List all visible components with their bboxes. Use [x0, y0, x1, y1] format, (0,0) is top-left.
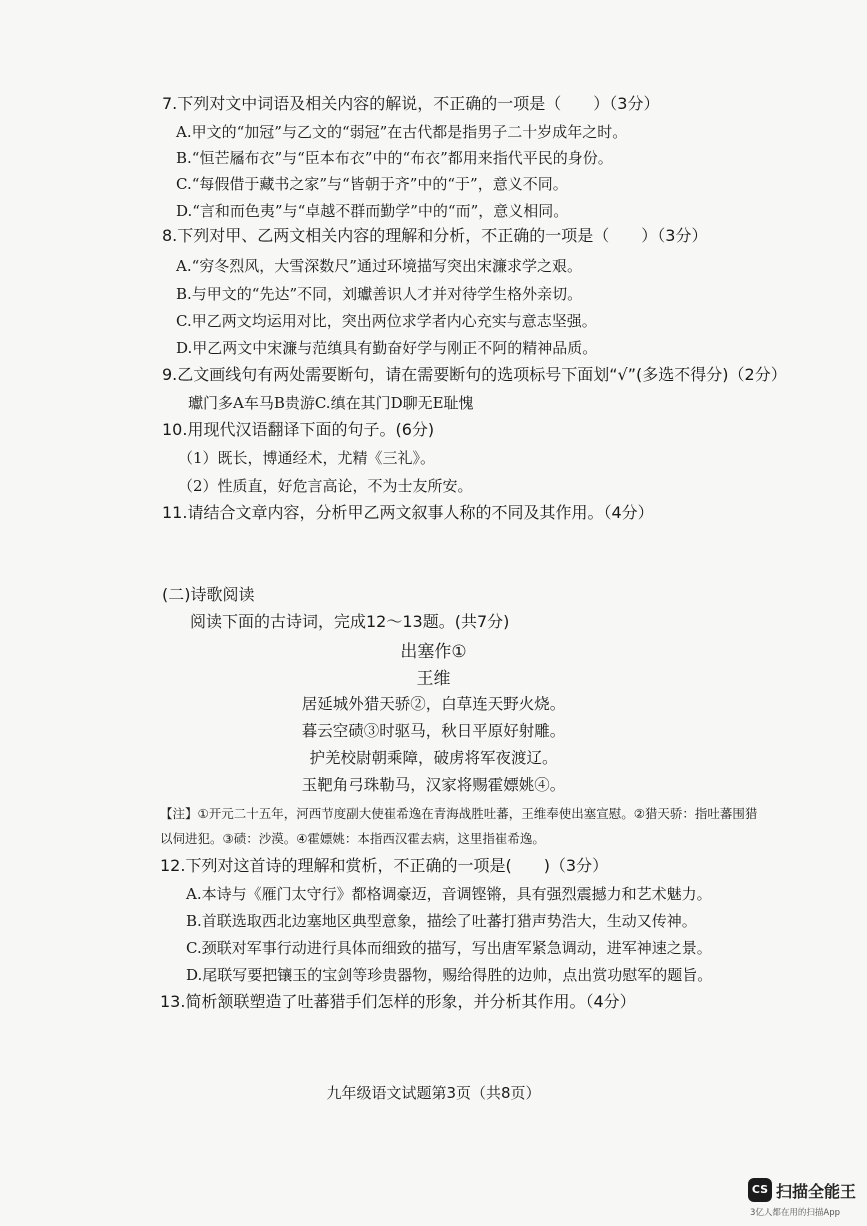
- section-heading: (二)诗歌阅读: [162, 585, 255, 604]
- scanner-app-name: 扫描全能王: [776, 1182, 857, 1201]
- q8-option-a: A.“穷冬烈风，大雪深数尺”通过环境描写突出宋濂求学之艰。: [176, 257, 582, 275]
- poem-note-line-2: 以伺进犯。③碛：沙漠。④霍嫖姚：本指西汉霍去病，这里指崔希逸。: [160, 831, 545, 846]
- page-footer: 九年级语文试题第3页（共8页）: [326, 1084, 541, 1102]
- q7-option-a: A.甲文的“加冠”与乙文的“弱冠”在古代都是指男子二十岁成年之时。: [176, 123, 628, 141]
- section-instruction: 阅读下面的古诗词，完成12～13题。(共7分): [190, 612, 510, 631]
- q8-stem: 8.下列对甲、乙两文相关内容的理解和分析，不正确的一项是（ ）（3分）: [162, 226, 708, 245]
- scanner-watermark: [748, 1178, 860, 1218]
- q12-option-b: B.首联选取西北边塞地区典型意象，描绘了吐蕃打猎声势浩大，生动又传神。: [186, 912, 697, 930]
- q12-stem: 12.下列对这首诗的理解和赏析，不正确的一项是( )（3分）: [160, 856, 609, 875]
- q10-sentence-1: （1）既长，博通经术，尤精《三礼》。: [178, 449, 436, 467]
- q10-sentence-2: （2）性质直，好危言高论，不为士友所安。: [178, 477, 473, 495]
- poem-line: 暮云空碛③时驱马，秋日平原好射雕。: [301, 722, 566, 740]
- poem-author: 王维: [416, 669, 451, 689]
- q8-option-d: D.甲乙两文中宋濂与范缜具有勤奋好学与刚正不阿的精神品质。: [176, 339, 598, 357]
- poem-note-line-1: 【注】①开元二十五年，河西节度副大使崔希逸在青海战胜吐蕃，王维奉使出塞宣慰。②猎天骄：指吐蕃围猎: [160, 806, 758, 821]
- q12-option-c: C.颈联对军事行动进行具体而细致的描写，写出唐军紧急调动，进军神速之景。: [186, 939, 712, 957]
- q8-option-b: B.与甲文的“先达”不同，刘瓛善识人才并对待学生格外亲切。: [176, 285, 583, 303]
- q10-stem: 10.用现代汉语翻译下面的句子。(6分): [162, 420, 435, 439]
- q9-sentence: 瓛门多A车马B贵游C.缜在其门D聊无E耻愧: [188, 394, 474, 412]
- poem-line: 居延城外猎天骄②，白草连天野火烧。: [301, 695, 566, 713]
- q12-option-a: A.本诗与《雁门太守行》都格调豪迈，音调铿锵，具有强烈震撼力和艺术魅力。: [186, 885, 712, 903]
- q7-option-c: C.“每假借于藏书之家”与“皆朝于齐”中的“于”，意义不同。: [176, 175, 568, 193]
- q9-stem: 9.乙文画线句有两处需要断句，请在需要断句的选项标号下面划“√”(多选不得分)（2分）: [162, 365, 787, 384]
- poem-line: 玉靶角弓珠勒马，汉家将赐霍嫖姚④。: [301, 776, 566, 794]
- q13-stem: 13.简析颔联塑造了吐蕃猎手们怎样的形象，并分析其作用。（4分）: [160, 992, 636, 1011]
- q11-stem: 11.请结合文章内容，分析甲乙两文叙事人称的不同及其作用。（4分）: [162, 503, 654, 522]
- poem-title: 出塞作①: [400, 642, 467, 662]
- q12-option-d: D.尾联写要把镶玉的宝剑等珍贵器物，赐给得胜的边帅，点出赏功慰军的题旨。: [186, 966, 713, 984]
- q7-option-d: D.“言和而色夷”与“卓越不群而勤学”中的“而”，意义相同。: [176, 202, 569, 220]
- q7-option-b: B.“恒芒屩布衣”与“臣本布衣”中的“布衣”都用来指代平民的身份。: [176, 149, 613, 167]
- q7-stem: 7.下列对文中词语及相关内容的解说，不正确的一项是（ ）（3分）: [162, 94, 660, 113]
- scanner-tagline: 3亿人都在用的扫描App: [750, 1208, 841, 1218]
- q8-option-c: C.甲乙两文均运用对比，突出两位求学者内心充实与意志坚强。: [176, 312, 597, 330]
- scanner-logo-icon: CS: [748, 1178, 772, 1202]
- poem-line: 护羌校尉朝乘障，破虏将军夜渡辽。: [309, 749, 558, 767]
